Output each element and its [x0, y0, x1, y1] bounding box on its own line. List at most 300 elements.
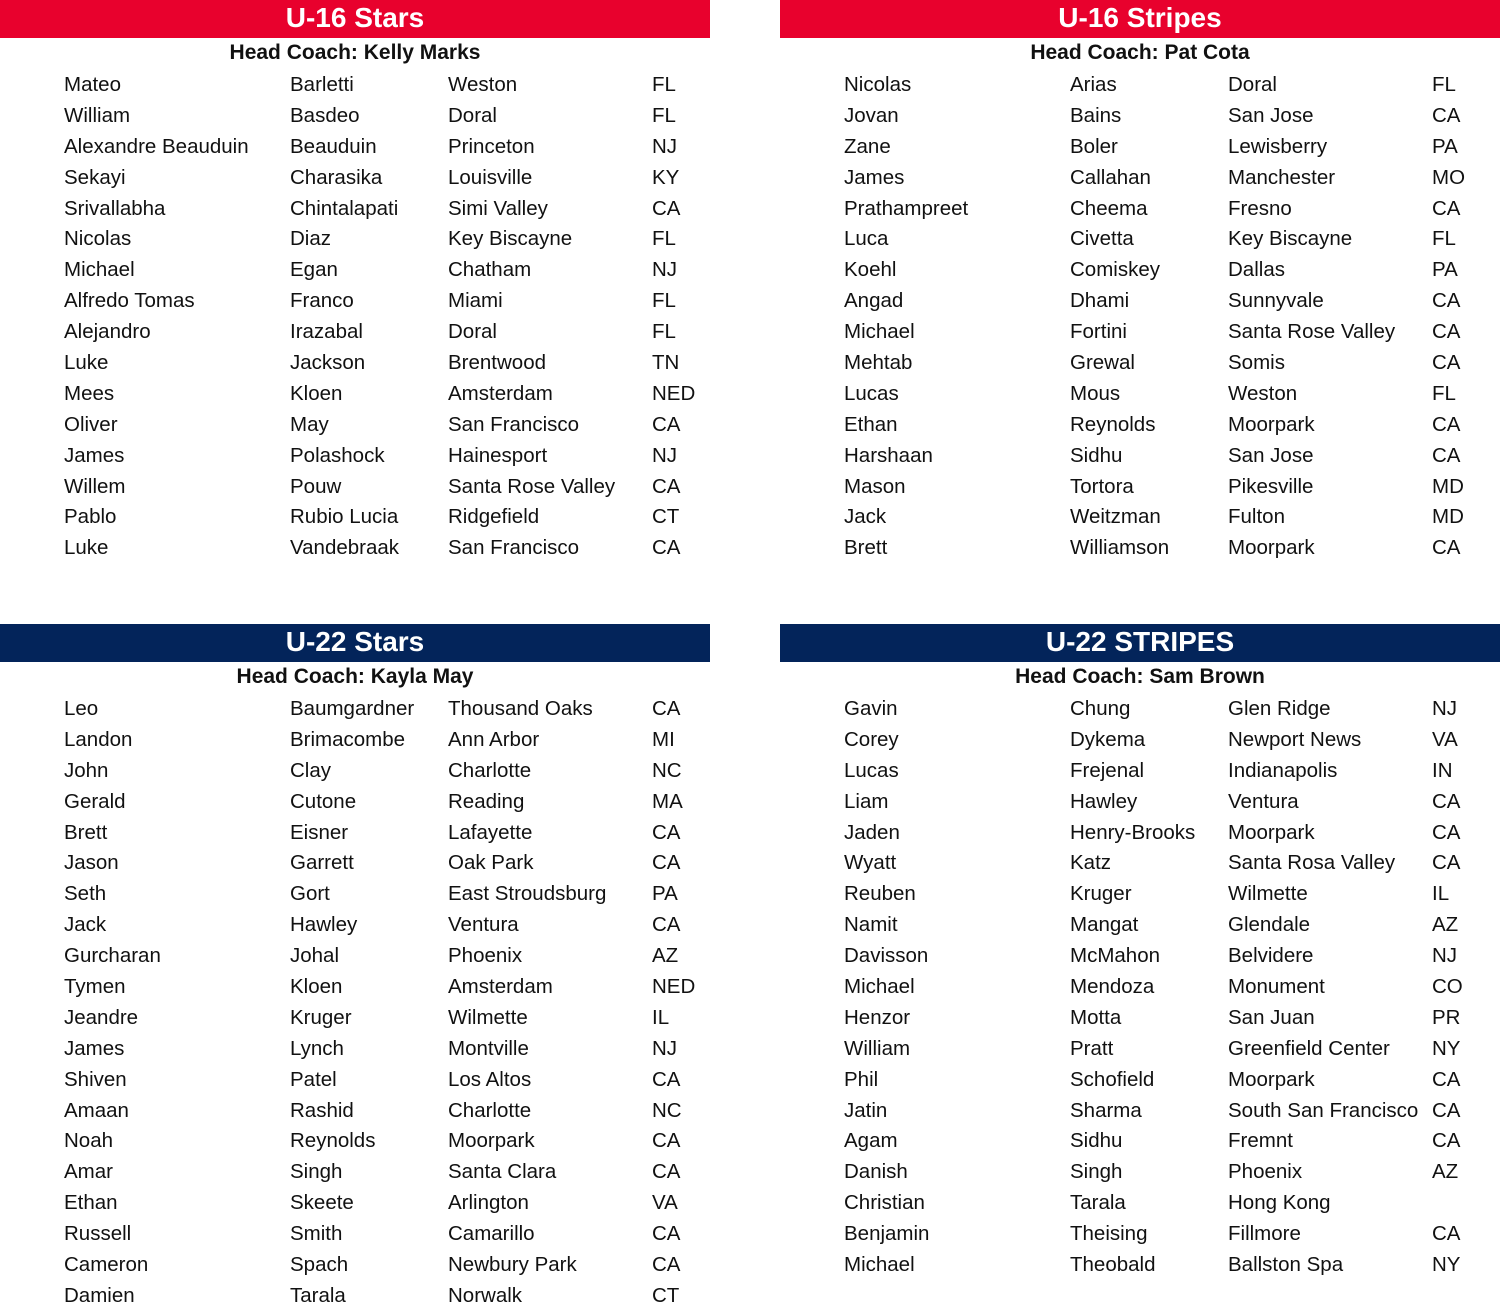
hometown: Lewisberry: [1228, 134, 1328, 158]
state: NY: [1432, 1036, 1461, 1060]
state: IN: [1432, 758, 1453, 782]
hometown: Miami: [448, 289, 503, 313]
first-name: Alejandro: [64, 320, 151, 344]
hometown: Phoenix: [1228, 1160, 1303, 1184]
first-name: Nicolas: [64, 227, 132, 251]
roster-row: [0, 1126, 710, 1157]
roster-row: [780, 410, 1500, 441]
state: VA: [1432, 727, 1458, 751]
hometown: Ventura: [1228, 789, 1299, 813]
hometown: Fillmore: [1228, 1222, 1301, 1246]
first-name: Jaden: [844, 820, 900, 844]
state: CA: [1432, 443, 1461, 467]
state: NJ: [1432, 944, 1458, 968]
roster-row: [0, 1034, 710, 1065]
last-name: Tortora: [1070, 474, 1134, 498]
roster-row: [0, 1157, 710, 1188]
hometown: Camarillo: [448, 1222, 535, 1246]
hometown: Key Biscayne: [448, 227, 573, 251]
hometown: Moorpark: [1228, 412, 1315, 436]
first-name: John: [64, 758, 109, 782]
last-name: May: [290, 412, 329, 436]
team-u16-stars: [0, 0, 710, 564]
last-name: Frejenal: [1070, 758, 1145, 782]
state: FL: [1432, 381, 1456, 405]
first-name: Agam: [844, 1129, 898, 1153]
last-name: Kruger: [290, 1005, 352, 1029]
last-name: Eisner: [290, 820, 349, 844]
state: NJ: [652, 134, 678, 158]
state: VA: [652, 1191, 678, 1215]
roster-row: [780, 533, 1500, 564]
first-name: Ethan: [844, 412, 898, 436]
last-name: Schofield: [1070, 1067, 1155, 1091]
roster-row: [780, 286, 1500, 317]
roster-row: [0, 502, 710, 533]
hometown: Amsterdam: [448, 381, 553, 405]
hometown: Charlotte: [448, 758, 532, 782]
last-name: Diaz: [290, 227, 332, 251]
state: CA: [652, 412, 681, 436]
state: CA: [652, 1129, 681, 1153]
roster-row: [780, 224, 1500, 255]
hometown: Hainesport: [448, 443, 548, 467]
first-name: Christian: [844, 1191, 925, 1215]
hometown: Santa Rose Valley: [448, 474, 616, 498]
hometown: Weston: [448, 73, 518, 96]
state: NC: [652, 758, 682, 782]
first-name: Jack: [64, 913, 107, 937]
state: CA: [652, 1160, 681, 1184]
last-name: Henry-Brooks: [1070, 820, 1196, 844]
state: CA: [652, 536, 681, 560]
first-name: Michael: [844, 320, 915, 344]
state: CA: [652, 1253, 681, 1277]
roster-row: [780, 1096, 1500, 1127]
first-name: Gavin: [844, 697, 898, 720]
last-name: Dykema: [1070, 727, 1146, 751]
hometown: Somis: [1228, 351, 1285, 375]
first-name: James: [64, 1036, 125, 1060]
first-name: Mateo: [64, 73, 121, 96]
hometown: Thousand Oaks: [448, 697, 593, 720]
state: CA: [1432, 820, 1461, 844]
hometown: Glendale: [1228, 913, 1311, 937]
state: CA: [652, 851, 681, 875]
roster-row: [780, 472, 1500, 503]
roster-row: [0, 694, 710, 725]
first-name: Amar: [64, 1160, 113, 1184]
first-name: Oliver: [64, 412, 118, 436]
roster-row: [0, 756, 710, 787]
last-name: Baumgardner: [290, 697, 415, 720]
roster-row: [0, 533, 710, 564]
first-name: Cameron: [64, 1253, 149, 1277]
state: CA: [1432, 320, 1461, 344]
last-name: Irazabal: [290, 320, 363, 344]
hometown: Ridgefield: [448, 505, 540, 529]
hometown: Wilmette: [448, 1005, 528, 1029]
roster-row: [0, 379, 710, 410]
last-name: Pratt: [1070, 1036, 1114, 1060]
roster-row: [0, 101, 710, 132]
state: IL: [652, 1005, 670, 1029]
state: CA: [1432, 412, 1461, 436]
first-name: Jatin: [844, 1098, 888, 1122]
state: CA: [1432, 1067, 1461, 1091]
state: CO: [1432, 975, 1463, 999]
roster-row: [0, 1003, 710, 1034]
last-name: Beauduin: [290, 134, 377, 158]
state: CA: [652, 1067, 681, 1091]
last-name: Singh: [290, 1160, 343, 1184]
state: CA: [1432, 351, 1461, 375]
hometown: Pikesville: [1228, 474, 1314, 498]
first-name: Luca: [844, 227, 889, 251]
first-name: Zane: [844, 134, 891, 158]
last-name: Gort: [290, 882, 330, 906]
roster-row: [780, 348, 1500, 379]
hometown: Monument: [1228, 975, 1325, 999]
first-name: Reuben: [844, 882, 916, 906]
hometown: Los Altos: [448, 1067, 532, 1091]
last-name: Arias: [1070, 73, 1117, 96]
roster-row: [0, 1250, 710, 1281]
team-title: U-16 Stars: [0, 0, 710, 38]
last-name: Hawley: [1070, 789, 1138, 813]
roster-list: [780, 70, 1500, 564]
hometown: Greenfield Center: [1228, 1036, 1390, 1060]
hometown: Wilmette: [1228, 882, 1308, 906]
roster-row: [780, 163, 1500, 194]
hometown: Santa Clara: [448, 1160, 557, 1184]
roster-row: [780, 502, 1500, 533]
last-name: Franco: [290, 289, 354, 313]
first-name: Ethan: [64, 1191, 118, 1215]
state: CA: [1432, 536, 1461, 560]
roster-row: [780, 879, 1500, 910]
team-title: U-16 Stripes: [780, 0, 1500, 38]
state: NJ: [652, 443, 678, 467]
last-name: Rashid: [290, 1098, 354, 1122]
last-name: Polashock: [290, 443, 385, 467]
last-name: Civetta: [1070, 227, 1134, 251]
hometown: Arlington: [448, 1191, 529, 1215]
last-name: Sidhu: [1070, 443, 1123, 467]
state: CA: [1432, 103, 1461, 127]
state: MD: [1432, 474, 1464, 498]
hometown: Key Biscayne: [1228, 227, 1353, 251]
hometown: Lafayette: [448, 820, 533, 844]
first-name: Jeandre: [64, 1005, 139, 1029]
first-name: Landon: [64, 727, 133, 751]
hometown: Brentwood: [448, 351, 547, 375]
roster-row: [780, 1065, 1500, 1096]
state: CA: [1432, 289, 1461, 313]
roster-row: [0, 441, 710, 472]
last-name: Singh: [1070, 1160, 1123, 1184]
state: CA: [652, 913, 681, 937]
roster-row: [0, 194, 710, 225]
first-name: Namit: [844, 913, 898, 937]
hometown: Louisville: [448, 165, 533, 189]
hometown: Princeton: [448, 134, 535, 158]
roster-row: [780, 101, 1500, 132]
hometown: Fulton: [1228, 505, 1285, 529]
roster-row: [780, 194, 1500, 225]
hometown: Belvidere: [1228, 944, 1314, 968]
first-name: Lucas: [844, 381, 899, 405]
hometown: Newport News: [1228, 727, 1362, 751]
roster-row: [0, 317, 710, 348]
head-coach: Head Coach: Kelly Marks: [229, 41, 481, 64]
last-name: Katz: [1070, 851, 1112, 875]
last-name: Barletti: [290, 73, 354, 96]
state: FL: [652, 227, 676, 251]
state: NC: [652, 1098, 682, 1122]
first-name: James: [844, 165, 905, 189]
last-name: Theobald: [1070, 1253, 1156, 1277]
state: CA: [652, 820, 681, 844]
roster-row: [780, 972, 1500, 1003]
first-name: Luke: [64, 536, 109, 560]
hometown: Santa Rose Valley: [1228, 320, 1396, 344]
hometown: San Jose: [1228, 103, 1314, 127]
hometown: Phoenix: [448, 944, 523, 968]
last-name: Grewal: [1070, 351, 1135, 375]
state: CA: [1432, 851, 1461, 875]
hometown: Chatham: [448, 258, 532, 282]
first-name: Brett: [64, 820, 108, 844]
roster-row: [0, 941, 710, 972]
roster-row: [780, 756, 1500, 787]
roster-row: [780, 787, 1500, 818]
last-name: Motta: [1070, 1005, 1122, 1029]
head-coach: Head Coach: Sam Brown: [1015, 665, 1265, 688]
state: CA: [1432, 1222, 1461, 1246]
hometown: Moorpark: [1228, 1067, 1315, 1091]
state: NED: [652, 381, 696, 405]
last-name: Mendoza: [1070, 975, 1155, 999]
first-name: Leo: [64, 697, 99, 720]
first-name: Shiven: [64, 1067, 127, 1091]
state: PA: [1432, 134, 1458, 158]
hometown: San Jose: [1228, 443, 1314, 467]
hometown: Ventura: [448, 913, 519, 937]
last-name: Johal: [290, 944, 340, 968]
first-name: Brett: [844, 536, 888, 560]
last-name: Callahan: [1070, 165, 1151, 189]
state: MA: [652, 789, 683, 813]
roster-row: [780, 132, 1500, 163]
state: AZ: [652, 944, 679, 968]
hometown: San Francisco: [448, 536, 580, 560]
hometown: Weston: [1228, 381, 1298, 405]
roster-row: [780, 1157, 1500, 1188]
roster-row: [0, 410, 710, 441]
state: CA: [1432, 1129, 1461, 1153]
roster-row: [0, 787, 710, 818]
last-name: Williamson: [1070, 536, 1170, 560]
roster-row: [0, 1281, 710, 1312]
last-name: McMahon: [1070, 944, 1161, 968]
last-name: Egan: [290, 258, 338, 282]
hometown: Ann Arbor: [448, 727, 540, 751]
hometown: Santa Rosa Valley: [1228, 851, 1396, 875]
roster-row: [780, 941, 1500, 972]
first-name: Pablo: [64, 505, 117, 529]
last-name: Weitzman: [1070, 505, 1161, 529]
hometown: San Francisco: [448, 412, 580, 436]
roster-row: [0, 163, 710, 194]
roster-list: [0, 70, 710, 564]
hometown: Moorpark: [1228, 536, 1315, 560]
head-coach: Head Coach: Kayla May: [236, 665, 474, 688]
first-name: Liam: [844, 789, 889, 813]
first-name: Harshaan: [844, 443, 933, 467]
last-name: Dhami: [1070, 289, 1130, 313]
first-name: James: [64, 443, 125, 467]
first-name: Michael: [64, 258, 135, 282]
first-name: Gerald: [64, 789, 126, 813]
roster-row: [0, 1065, 710, 1096]
first-name: Gurcharan: [64, 944, 161, 968]
state: CT: [652, 1283, 680, 1307]
team-u16-stripes: [780, 0, 1500, 564]
state: CA: [652, 196, 681, 220]
hometown: Charlotte: [448, 1098, 532, 1122]
hometown: Doral: [448, 320, 497, 344]
first-name: Amaan: [64, 1098, 129, 1122]
roster-row: [780, 725, 1500, 756]
state: FL: [1432, 73, 1456, 96]
first-name: Alfredo Tomas: [64, 289, 195, 313]
hometown: South San Francisco: [1228, 1098, 1419, 1122]
state: IL: [1432, 882, 1450, 906]
first-name: Angad: [844, 289, 904, 313]
state: FL: [652, 320, 676, 344]
last-name: Reynolds: [290, 1129, 376, 1153]
roster-row: [780, 1003, 1500, 1034]
state: FL: [652, 73, 676, 96]
team-u22-stripes: [780, 624, 1500, 1281]
last-name: Fortini: [1070, 320, 1127, 344]
last-name: Brimacombe: [290, 727, 406, 751]
last-name: Chung: [1070, 697, 1131, 720]
state: KY: [652, 165, 680, 189]
last-name: Mous: [1070, 381, 1121, 405]
first-name: Seth: [64, 882, 107, 906]
last-name: Clay: [290, 758, 332, 782]
roster-row: [0, 472, 710, 503]
last-name: Kloen: [290, 381, 343, 405]
first-name: William: [64, 103, 131, 127]
first-name: Willem: [64, 474, 126, 498]
hometown: Hong Kong: [1228, 1191, 1331, 1215]
roster-row: [0, 818, 710, 849]
team-title: U-22 STRIPES: [780, 624, 1500, 662]
roster-row: [780, 441, 1500, 472]
state: PR: [1432, 1005, 1461, 1029]
last-name: Spach: [290, 1253, 349, 1277]
last-name: Cutone: [290, 789, 357, 813]
hometown: Moorpark: [448, 1129, 535, 1153]
roster-row: [0, 1188, 710, 1219]
first-name: Mees: [64, 381, 115, 405]
last-name: Lynch: [290, 1036, 344, 1060]
first-name: Lucas: [844, 758, 899, 782]
last-name: Kruger: [1070, 882, 1132, 906]
first-name: Jason: [64, 851, 119, 875]
hometown: Glen Ridge: [1228, 697, 1331, 720]
roster-row: [0, 224, 710, 255]
state: MO: [1432, 165, 1466, 189]
first-name: Phil: [844, 1067, 879, 1091]
hometown: Manchester: [1228, 165, 1336, 189]
roster-row: [780, 1188, 1500, 1219]
first-name: Henzor: [844, 1005, 911, 1029]
roster-list: [0, 694, 710, 1312]
hometown: Doral: [448, 103, 497, 127]
state: CA: [652, 474, 681, 498]
state: NJ: [652, 258, 678, 282]
roster-row: [780, 910, 1500, 941]
last-name: Tarala: [1070, 1191, 1126, 1215]
hometown: Reading: [448, 789, 525, 813]
state: PA: [1432, 258, 1458, 282]
state: CA: [652, 1222, 681, 1246]
roster-row: [0, 848, 710, 879]
last-name: Jackson: [290, 351, 366, 375]
first-name: Davisson: [844, 944, 929, 968]
state: CA: [1432, 1098, 1461, 1122]
first-name: Alexandre Beauduin: [64, 134, 249, 158]
state: CA: [652, 697, 681, 720]
roster-row: [0, 725, 710, 756]
first-name: Luke: [64, 351, 109, 375]
state: CT: [652, 505, 680, 529]
last-name: Bains: [1070, 103, 1122, 127]
roster-row: [0, 132, 710, 163]
first-name: Russell: [64, 1222, 132, 1246]
last-name: Mangat: [1070, 913, 1139, 937]
first-name: Noah: [64, 1129, 114, 1153]
first-name: Corey: [844, 727, 899, 751]
roster-row: [780, 848, 1500, 879]
first-name: Srivallabha: [64, 196, 166, 220]
roster-row: [780, 1034, 1500, 1065]
first-name: Damien: [64, 1283, 135, 1307]
team-u22-stars: [0, 624, 710, 1312]
state: FL: [1432, 227, 1456, 251]
first-name: Prathampreet: [844, 196, 969, 220]
hometown: Fremnt: [1228, 1129, 1293, 1153]
state: AZ: [1432, 913, 1459, 937]
state: FL: [652, 103, 676, 127]
last-name: Vandebraak: [290, 536, 400, 560]
hometown: Dallas: [1228, 258, 1285, 282]
last-name: Garrett: [290, 851, 354, 875]
last-name: Rubio Lucia: [290, 505, 399, 529]
last-name: Smith: [290, 1222, 343, 1246]
roster-row: [780, 818, 1500, 849]
roster-row: [780, 70, 1500, 101]
last-name: Charasika: [290, 165, 383, 189]
first-name: Danish: [844, 1160, 908, 1184]
roster-row: [0, 255, 710, 286]
hometown: Sunnyvale: [1228, 289, 1324, 313]
last-name: Reynolds: [1070, 412, 1156, 436]
